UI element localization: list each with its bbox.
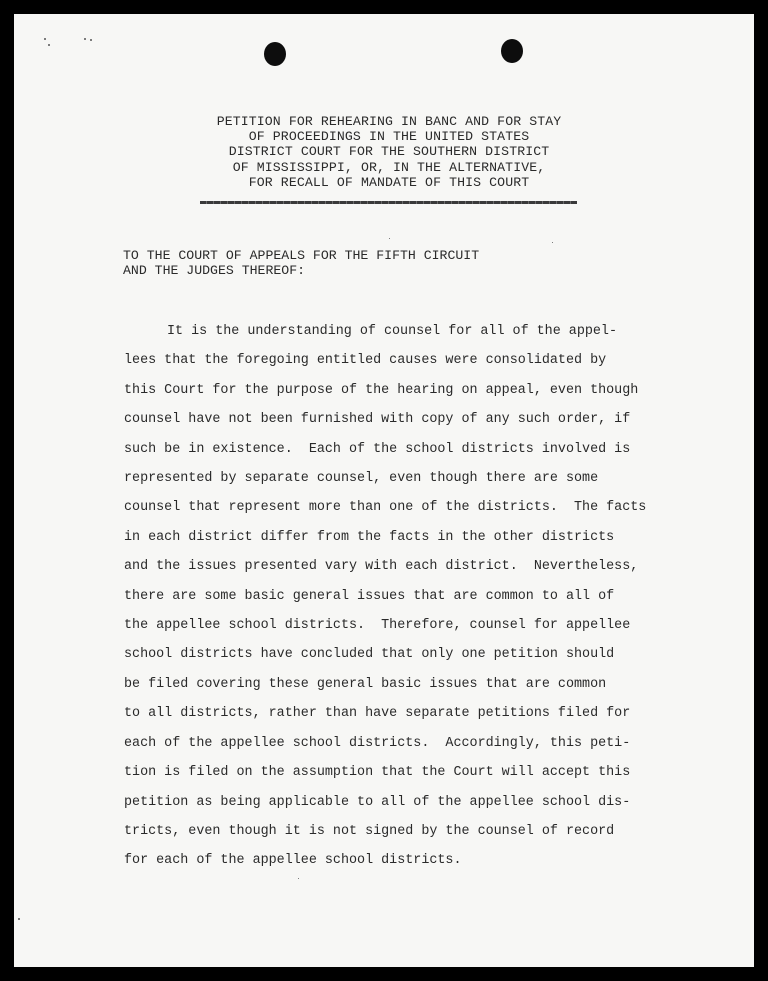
body-line: such be in existence. Each of the school districts involved is [124,441,631,457]
body-line: to all districts, rather than have separate petitions filed for [124,706,631,722]
punch-hole-left [264,42,286,66]
paper-speck [84,38,86,40]
paper-speck [552,242,553,243]
title-line: DISTRICT COURT FOR THE SOUTHERN DISTRICT [228,144,550,160]
title-line: FOR RECALL OF MANDATE OF THIS COURT [248,174,530,190]
body-line: this Court for the purpose of the hearing on appeal, even though [124,382,639,398]
document-title [200,114,578,190]
body-line: each of the appellee school districts. Accordingly, this peti- [124,735,631,751]
punch-hole-right [501,39,523,63]
paper-speck [389,238,390,239]
body-line: petition as being applicable to all of the appellee school dis- [124,794,631,810]
title-underline-rule [200,201,577,204]
body-line: represented by separate counsel, even though there are some [124,471,599,487]
body-line: be filed covering these general basic issues that are common [124,676,607,692]
body-line: school districts have concluded that only one petition should [124,647,615,663]
body-line: and the issues presented vary with each district. Nevertheless, [124,559,639,575]
paper-speck [44,38,46,40]
salutation-line: AND THE JUDGES THEREOF: [123,263,306,278]
title-line: PETITION FOR REHEARING IN BANC AND FOR STAY [216,114,562,129]
body-line: tion is filed on the assumption that the Court will accept this [124,765,631,781]
body-line: counsel that represent more than one of the districts. The facts [124,500,647,516]
body-line: the appellee school districts. Therefore, counsel for appellee [124,618,631,634]
paper-speck [18,918,20,920]
title-line: OF PROCEEDINGS IN THE UNITED STATES [248,129,530,145]
body-line: It is the understanding of counsel for all of the appel- [167,324,617,339]
body-line: there are some basic general issues that are common to all of [124,588,615,604]
document-page [14,14,754,967]
body-line: tricts, even though it is not signed by the counsel of record [124,823,615,839]
body-paragraph [124,317,724,876]
paper-speck [48,44,50,46]
salutation-line: TO THE COURT OF APPEALS FOR THE FIFTH CIRCUIT [123,248,480,263]
body-line: in each district differ from the facts in the other districts [124,529,615,545]
body-line: counsel have not been furnished with copy of any such order, if [124,412,631,428]
paper-speck [90,39,92,41]
body-line: lees that the foregoing entitled causes were consolidated by [124,353,607,369]
body-line: for each of the appellee school districts. [124,853,462,869]
paper-speck [298,878,299,879]
salutation [123,248,479,278]
title-line: OF MISSISSIPPI, OR, IN THE ALTERNATIVE, [232,159,546,175]
